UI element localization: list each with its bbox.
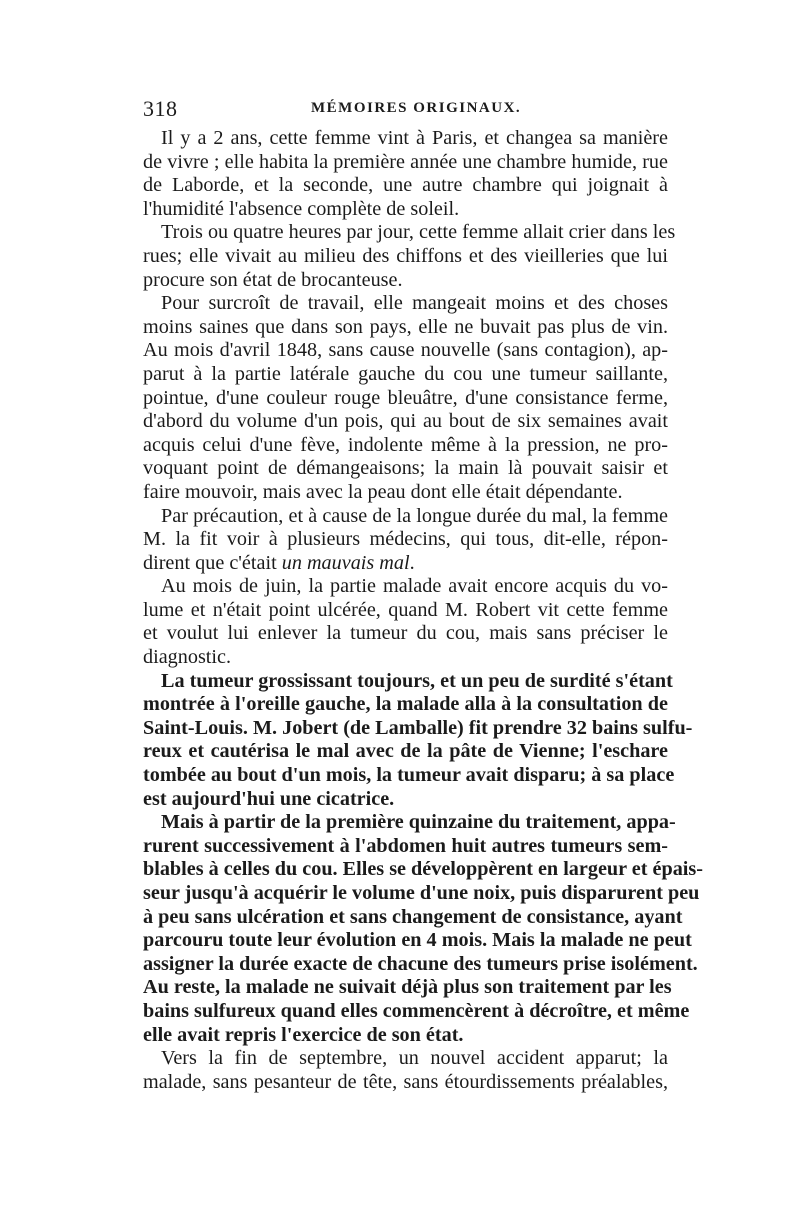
paragraph-4 [143, 505, 668, 576]
paragraph-8 [143, 1047, 668, 1094]
page-header [143, 96, 668, 126]
text-line: parcouru toute leur évolution en 4 mois. Mais la malade ne peut [143, 929, 692, 952]
text-line: procure son état de brocanteuse. [143, 268, 403, 291]
text-line: seur jusqu'à acquérir le volume d'une noix, puis disparurent peu [143, 882, 700, 904]
emphasized-text: un mauvais mal [281, 551, 410, 574]
text-line: lume et n'était point ulcérée, quand M. Robert vit cette femme [143, 598, 668, 621]
text-line: Au mois d'avril 1848, sans cause nouvelle (sans contagion), ap- [143, 339, 668, 362]
paragraph-7 [143, 811, 703, 1047]
paragraph-3 [143, 292, 668, 504]
text-line: tombée au bout d'un mois, la tumeur avait disparu; à sa place [143, 764, 675, 787]
paragraph-2 [143, 221, 676, 292]
text-line: Saint-Louis. M. Jobert (de Lamballe) fit prendre 32 bains sulfu- [143, 716, 693, 739]
text-line: à peu sans ulcération et sans changement de consistance, ayant [143, 905, 683, 928]
text-line: blables à celles du cou. Elles se développèrent en largeur et épais- [143, 858, 703, 881]
paragraph-5 [143, 575, 668, 669]
text-line: pointue, d'une couleur rouge bleuâtre, d'une consistance ferme, [143, 386, 668, 409]
text-line: et voulut lui enlever la tumeur du cou, mais sans préciser le [143, 622, 668, 645]
text-line: Vers la fin de septembre, un nouvel accident apparut; la [161, 1047, 668, 1070]
running-title: MÉMOIRES ORIGINAUX. [311, 100, 522, 116]
text-line: de vivre ; elle habita la première année une chambre humide, rue [143, 150, 668, 173]
text-line: Au reste, la malade ne suivait déjà plus son traitement par les [143, 976, 672, 999]
text-line: Il y a 2 ans, cette femme vint à Paris, et changea sa manière [161, 127, 668, 149]
text-line: faire mouvoir, mais avec la peau dont elle était dépendante. [143, 480, 623, 503]
paragraph-1 [143, 127, 668, 221]
text-line: bains sulfureux quand elles commencèrent à décroître, et même [143, 999, 690, 1022]
text-line: Trois ou quatre heures par jour, cette femme allait crier dans les [161, 221, 676, 244]
text-line: moins saines que dans son pays, elle ne buvait pas plus de vin. [143, 315, 668, 338]
text-line: acquis celui d'une fève, indolente même à la pression, ne pro- [143, 433, 668, 456]
text-line: l'humidité l'absence complète de soleil. [143, 197, 460, 220]
text-line: d'abord du volume d'un pois, qui au bout de six semaines avait [143, 410, 668, 433]
text-line: rurent successivement à l'abdomen huit autres tumeurs sem- [143, 834, 668, 857]
text-line: diagnostic. [143, 646, 232, 669]
body-text [143, 127, 703, 1094]
page-number: 318 [143, 96, 178, 121]
text-line: rues; elle vivait au milieu des chiffons et des vieilleries que lui [143, 244, 668, 267]
text-line: Par précaution, et à cause de la longue durée du mal, la femme [161, 504, 668, 527]
text-line [143, 552, 668, 576]
text-line: malade, sans pesanteur de tête, sans étourdissements préalables, [143, 1070, 668, 1093]
text-line: parut à la partie latérale gauche du cou une tumeur saillante, [143, 362, 668, 385]
text-line: M. la fit voir à plusieurs médecins, qui tous, dit-elle, répon- [143, 528, 668, 551]
text-line: montrée à l'oreille gauche, la malade alla à la consultation de [143, 693, 668, 716]
text-line: Pour surcroît de travail, elle mangeait moins et des choses [161, 292, 668, 315]
text-line: voquant point de démangeaisons; la main là pouvait saisir et [143, 457, 668, 480]
text-line: assigner la durée exacte de chacune des tumeurs prise isolément. [143, 952, 698, 975]
text-fragment: dirent que c'était [143, 551, 282, 574]
text-line: elle avait repris l'exercice de son état. [143, 1023, 464, 1046]
text-line: Au mois de juin, la partie malade avait encore acquis du vo- [161, 575, 668, 598]
text-line: Mais à partir de la première quinzaine du traitement, appa- [161, 811, 676, 834]
text-line: reux et cautérisa le mal avec de la pâte de Vienne; l'eschare [143, 740, 668, 763]
text-fragment: . [409, 551, 415, 574]
text-line: La tumeur grossissant toujours, et un peu de surdité s'étant [161, 669, 673, 692]
paragraph-6 [143, 669, 693, 812]
text-line: est aujourd'hui une cicatrice. [143, 787, 395, 810]
text-line: de Laborde, et la seconde, une autre chambre qui joignait à [143, 174, 668, 197]
